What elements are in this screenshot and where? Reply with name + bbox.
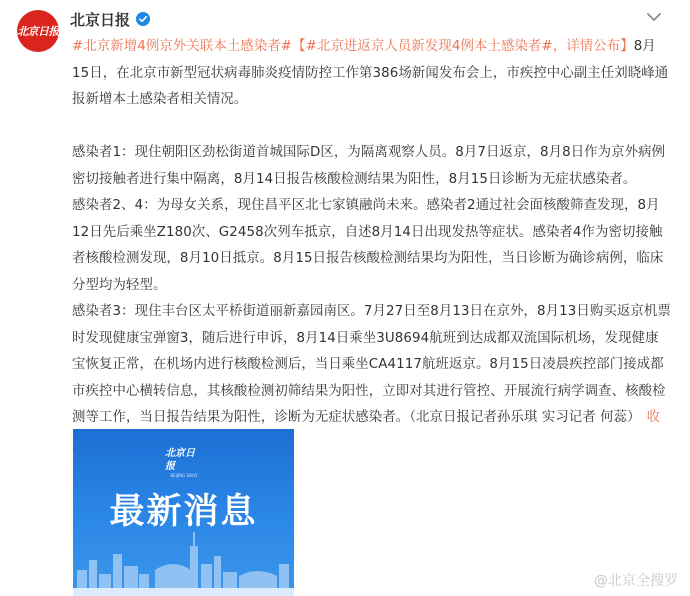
case-paragraph: 感染者1：现住朝阳区劲松街道首城国际D区，为隔离观察人员。8月7日返京，8月8日作为京外病例密切接触者进行集中隔离，8月14日报告核酸检测结果为阳性，8月15日诊断为无症状感染者。 [72, 145, 666, 187]
banner-logo-text: 北京日报 [165, 448, 195, 472]
watermark [594, 570, 678, 590]
author-name[interactable]: 北京日报 [70, 10, 131, 29]
banner-logo-sub: BEIJING DAILY [170, 473, 198, 478]
city-skyline-icon [73, 530, 294, 596]
post-intro [72, 34, 672, 114]
avatar[interactable] [17, 10, 59, 52]
banner-logo [165, 447, 203, 478]
watermark-text: @北京全搜罗 [594, 573, 678, 589]
banner-headline: 最新消息 [109, 492, 258, 532]
post-image[interactable] [73, 429, 294, 596]
intro-text: 8月15日，在北京市新型冠状病毒肺炎疫情防控工作第386场新闻发布会上，市疾控中心副主任刘晓峰通报新增本土感染者相关情况。 [72, 39, 669, 107]
chevron-down-icon[interactable] [644, 7, 664, 27]
collapse-label: 收 [646, 410, 661, 425]
hashtag-link[interactable]: #北京新增4例京外关联本土感染者# [72, 39, 293, 54]
avatar-logo-text: 北京日报 [17, 25, 59, 38]
author-line [70, 9, 150, 29]
post-body [72, 34, 672, 458]
case-text: 感染者3：现住丰台区太平桥街道丽新嘉园南区。7月27日至8月13日在京外，8月13日购买返京机票时发现健康宝弹窗3，随后进行申诉，8月14日乘坐3U8694航班到达成都双流国际机场，发现健康宝恢复正常，在机场内进行核酸检测后，当日乘坐CA4117航班返京。8月15日凌晨疾控部门接成都市疾控中心横转信息，其核酸检测初筛结果为阳性，立即对其进行管控、开展流行病学调查、核酸检测等工作，当日报告结果为阳性，诊断为无症状感染者。（北京日报记者孙乐琪 实习记者 何蕊） [72, 304, 671, 425]
topic-link[interactable]: 【#北京进返京人员新发现4例本土感染者#，详情公布】 [292, 39, 634, 54]
verified-badge-icon [136, 12, 150, 26]
case-paragraph: 感染者2、4：为母女关系，现住昌平区北七家镇融尚未来。感染者2通过社会面核酸筛查发现，8月12日先后乘坐Z180次、G2458次列车抵京，自述8月14日出现发热等症状。感染者4作为密切接触者核酸检测发现，8月10日抵京。8月15日报告核酸检测结果均为阳性，当日诊断为确诊病例，临床分型均为轻型。 [72, 198, 664, 293]
